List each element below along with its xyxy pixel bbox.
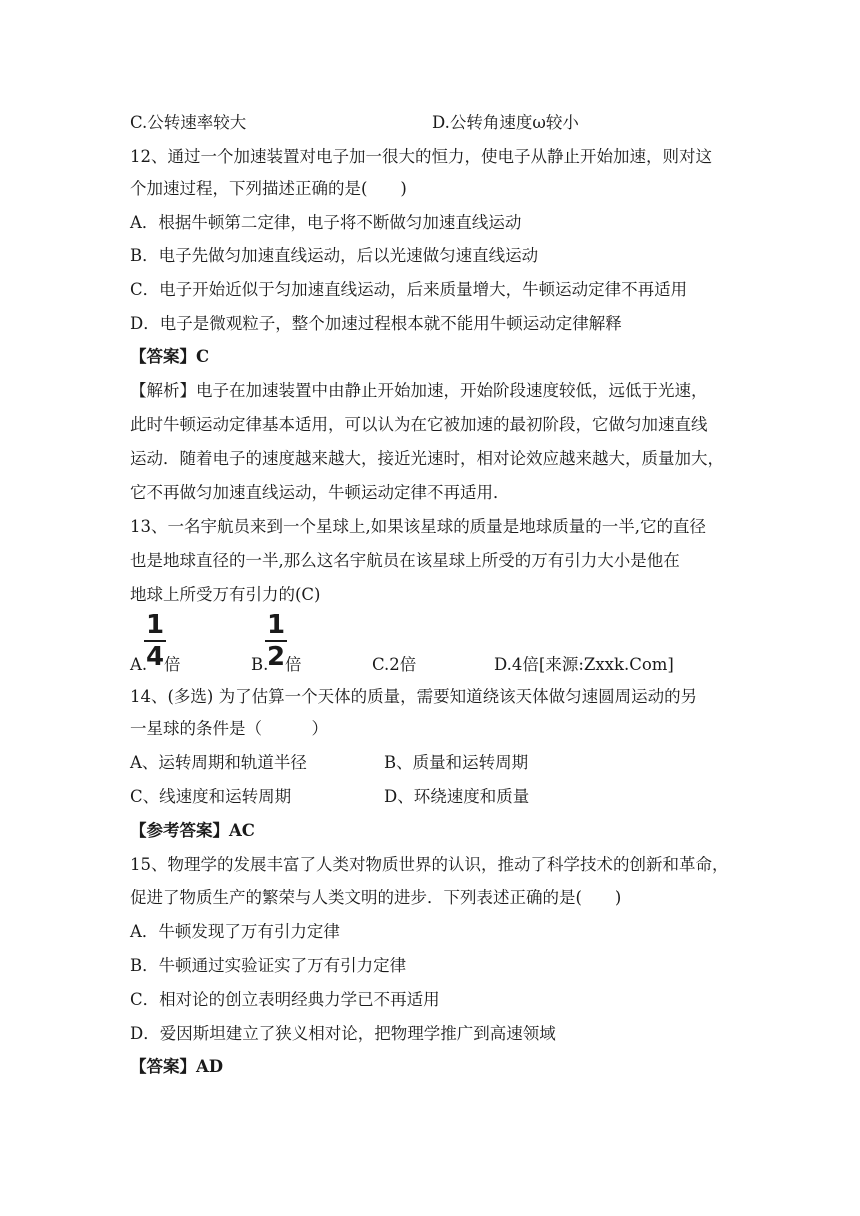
q15-stem-line2: 促进了物质生产的繁荣与人类文明的进步．下列表述正确的是( ) bbox=[130, 888, 622, 907]
q15-option-b: B．牛顿通过实验证实了万有引力定律 bbox=[130, 956, 407, 975]
q11-option-d: D.公转角速度ω较小 bbox=[432, 113, 579, 132]
q14-option-row2 bbox=[130, 786, 530, 808]
q13-stem-line3: 地球上所受万有引力的(C) bbox=[130, 585, 321, 604]
q14-answer: 【参考答案】AC bbox=[130, 821, 255, 840]
q13-option-a-prefix: A. bbox=[130, 655, 148, 674]
q12-option-b: B．电子先做匀加速直线运动，后以光速做匀速直线运动 bbox=[130, 246, 539, 265]
q14-option-row1 bbox=[130, 752, 529, 774]
fraction-numerator: 1 bbox=[266, 610, 286, 640]
q15-option-a: A．牛顿发现了万有引力定律 bbox=[130, 922, 340, 941]
q14-option-b: B、质量和运转周期 bbox=[384, 753, 529, 772]
q12-explanation-line1: 【解析】电子在加速装置中由静止开始加速，开始阶段速度较低，远低于光速， bbox=[130, 381, 708, 400]
q13-option-b-prefix: B. bbox=[251, 655, 269, 674]
q13-stem-line2: 也是地球直径的一半,那么这名宇航员在该星球上所受的万有引力大小是他在 bbox=[130, 551, 680, 570]
q13-option-a-suffix: 倍 bbox=[164, 655, 181, 674]
q12-answer: 【答案】C bbox=[130, 347, 210, 366]
fraction-numerator: 1 bbox=[145, 610, 165, 640]
q15-stem-line1: 15、物理学的发展丰富了人类对物质世界的认识，推动了科学技术的创新和革命， bbox=[130, 855, 729, 874]
q13-option-d: D.4倍[来源:Zxxk.Com] bbox=[494, 655, 674, 674]
q15-option-d: D．爱因斯坦建立了狭义相对论，把物理学推广到高速领域 bbox=[130, 1024, 556, 1043]
q11-option-c: C.公转速率较大 bbox=[130, 113, 247, 132]
q13-stem-line1: 13、一名宇航员来到一个星球上,如果该星球的质量是地球质量的一半,它的直径 bbox=[130, 517, 706, 536]
q14-option-c: C、线速度和运转周期 bbox=[130, 787, 292, 806]
q14-stem-line2: 一星球的条件是（ ） bbox=[130, 719, 328, 738]
q12-option-a: A．根据牛顿第二定律，电子将不断做匀加速直线运动 bbox=[130, 213, 522, 232]
q13-fraction-quarter bbox=[144, 612, 166, 670]
q11-option-row bbox=[130, 112, 579, 134]
q15-option-c: C．相对论的创立表明经典力学已不再适用 bbox=[130, 990, 440, 1009]
q12-explanation-line3: 运动．随着电子的速度越来越大，接近光速时，相对论效应越来越大，质量加大， bbox=[130, 449, 724, 468]
q14-option-a: A、运转周期和轨道半径 bbox=[130, 753, 307, 772]
q12-option-c: C．电子开始近似于匀加速直线运动，后来质量增大，牛顿运动定律不再适用 bbox=[130, 280, 688, 299]
q13-option-b-suffix: 倍 bbox=[285, 655, 302, 674]
q13-option-c: C.2倍 bbox=[372, 655, 417, 674]
q12-explanation-line2: 此时牛顿运动定律基本适用，可以认为在它被加速的最初阶段，它做匀加速直线 bbox=[130, 415, 708, 434]
fraction-denominator: 2 bbox=[266, 642, 286, 672]
q12-stem-line2: 个加速过程，下列描述正确的是( ) bbox=[130, 179, 407, 198]
q12-stem-line1: 12、通过一个加速装置对电子加一很大的恒力，使电子从静止开始加速，则对这 bbox=[130, 147, 712, 166]
q12-explanation-line4: 它不再做匀加速直线运动，牛顿运动定律不再适用． bbox=[130, 483, 510, 502]
fraction-denominator: 4 bbox=[145, 642, 165, 672]
q14-stem-line1: 14、(多选) 为了估算一个天体的质量，需要知道绕该天体做匀速圆周运动的另 bbox=[130, 687, 698, 706]
q15-answer: 【答案】AD bbox=[130, 1057, 224, 1076]
q12-option-d: D．电子是微观粒子，整个加速过程根本就不能用牛顿运动定律解释 bbox=[130, 314, 622, 333]
q14-option-d: D、环绕速度和质量 bbox=[384, 787, 530, 806]
